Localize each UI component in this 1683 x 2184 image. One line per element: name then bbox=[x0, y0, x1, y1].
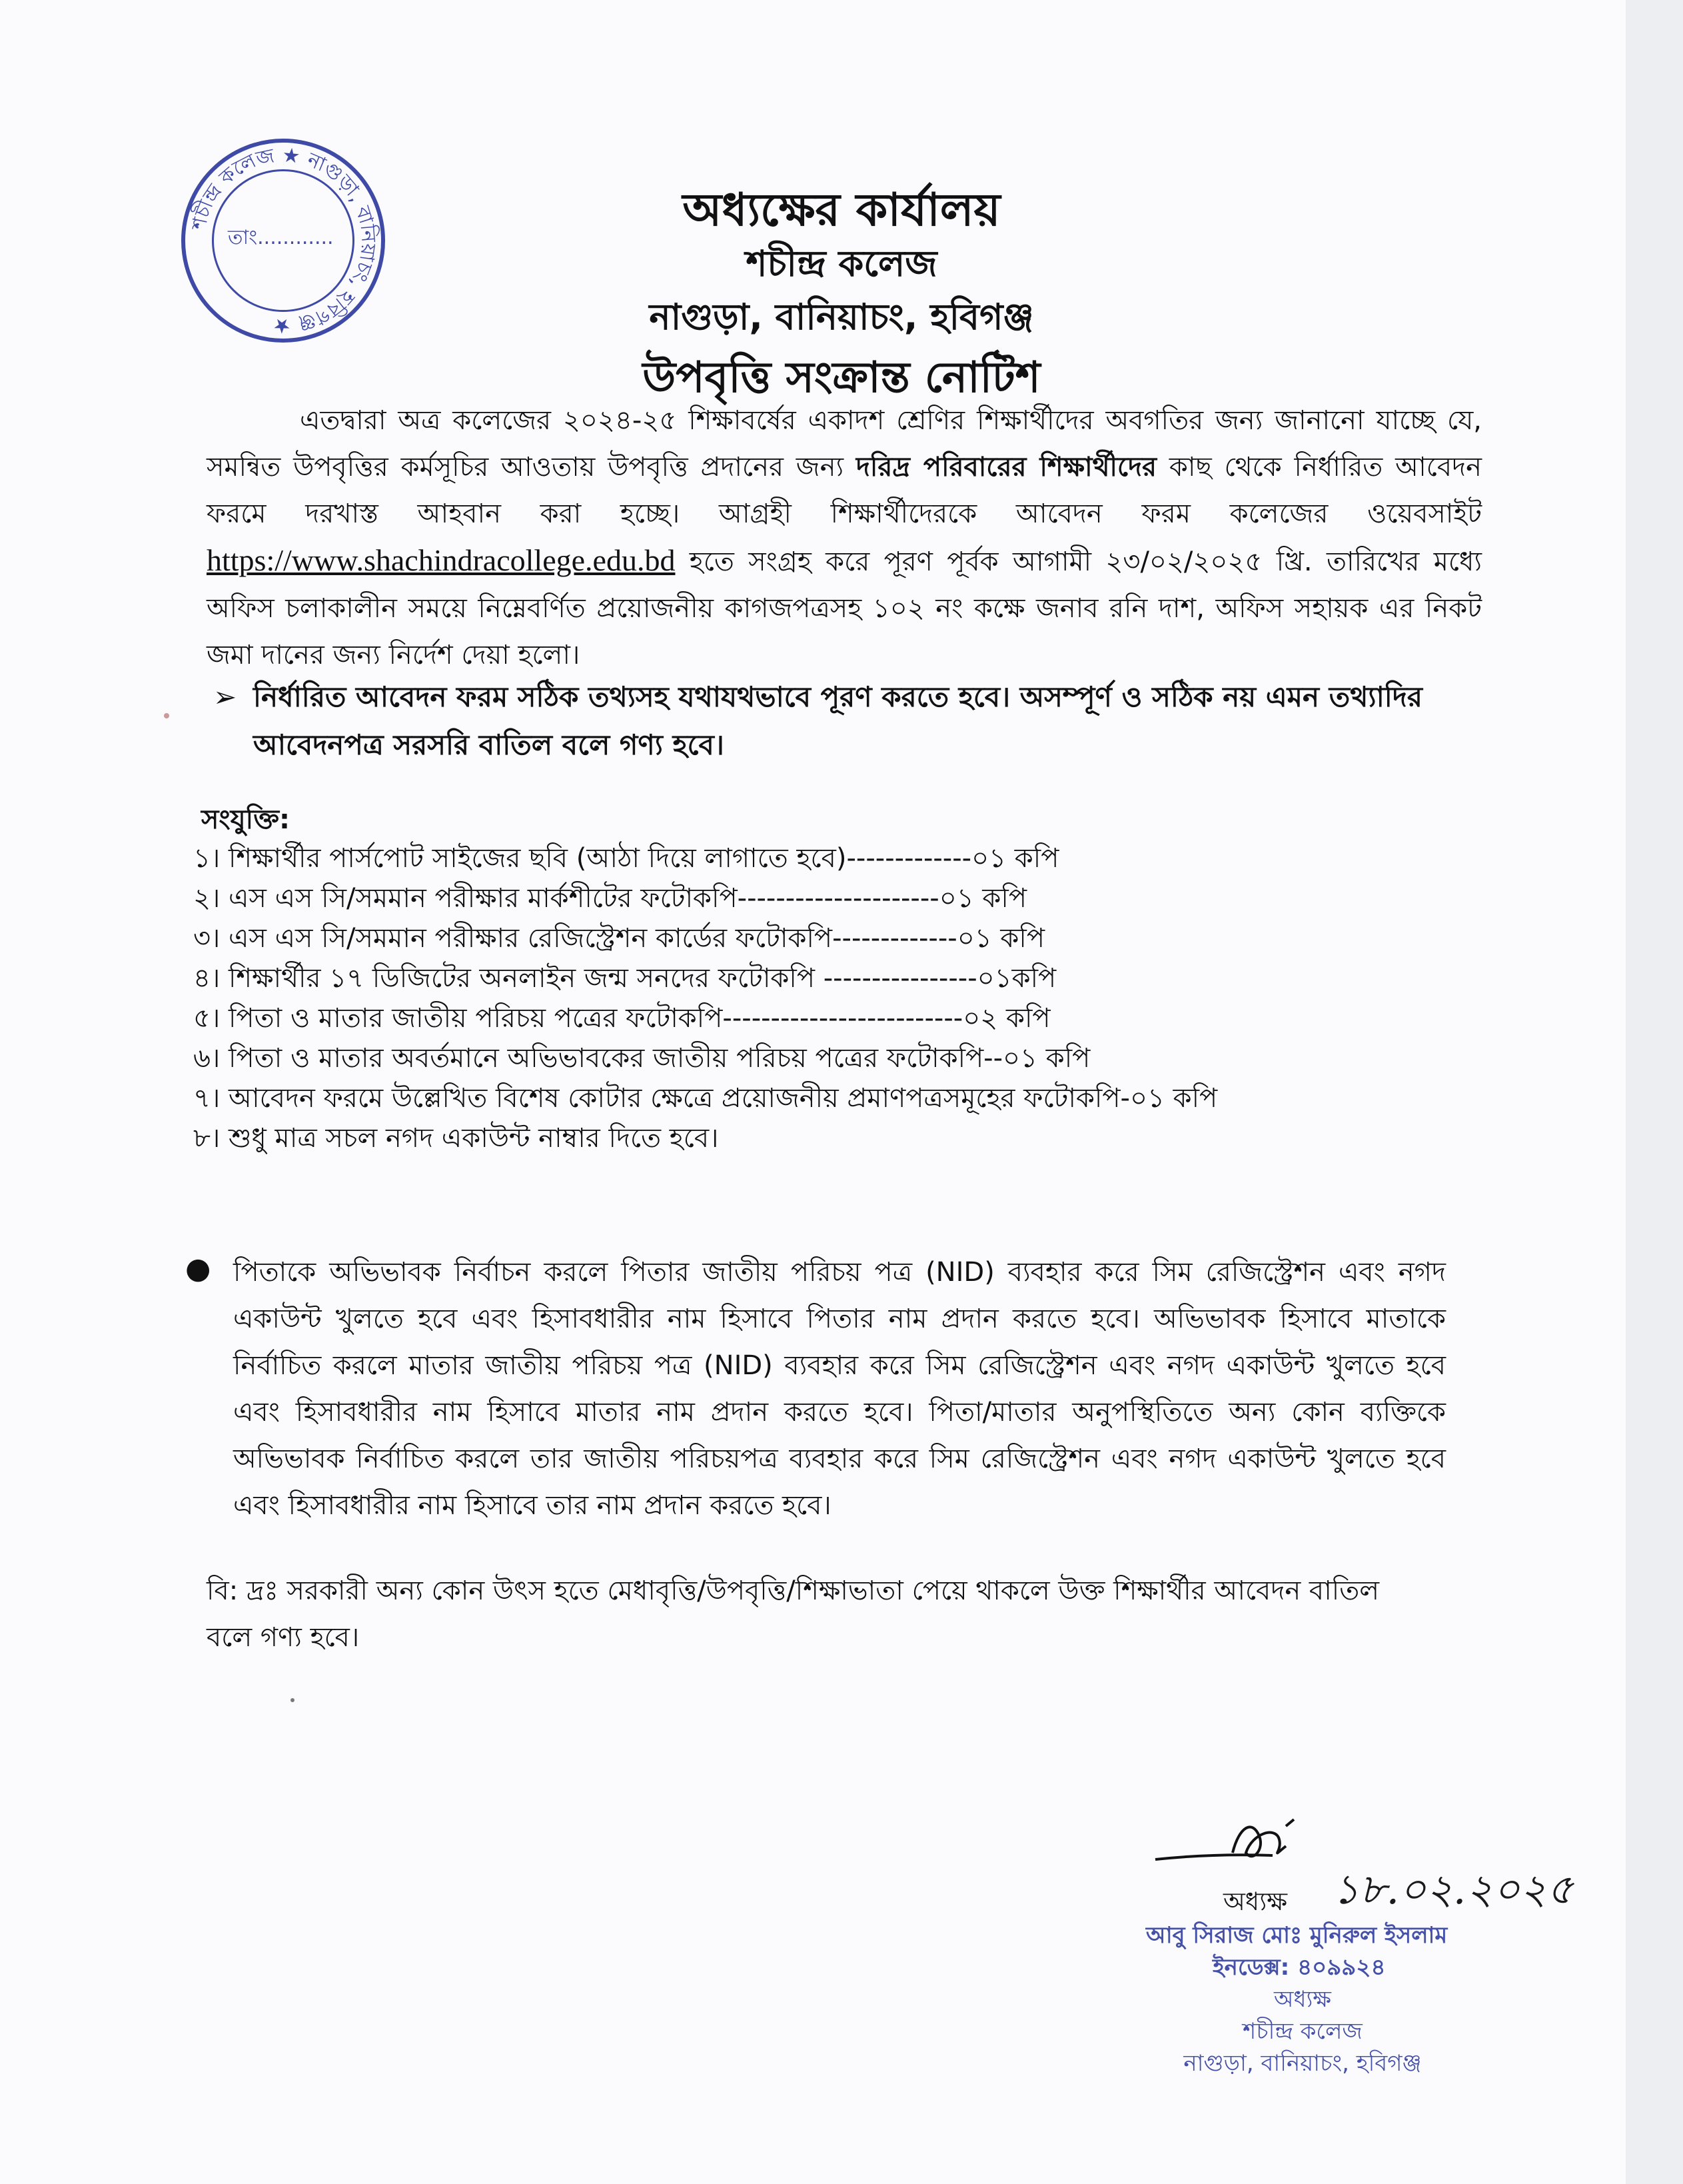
body-text-1: এতদ্বারা অত্র কলেজের ২০২৪-২৫ শিক্ষাবর্ষের একাদশ শ্রেণির শিক্ষার্থীদের অবগতির জন্য জানানো যাচ্ছে যে, সমন্বিত উপবৃত্তির কর্মসূচির আওতায় উপবৃত্তি প্রদানের জন্য bbox=[207, 405, 1482, 483]
scan-speck bbox=[290, 1698, 294, 1702]
list-item: ৫। পিতা ও মাতার জাতীয় পরিচয় পত্রের ফটোকপি-------------------------০২ কপি bbox=[193, 1003, 1051, 1034]
special-note: বি: দ্রঃ সরকারী অন্য কোন উৎস হতে মেধাবৃত্তি/উপবৃত্তি/শিক্ষাভাতা পেয়ে থাকলে উক্ত শিক্ষার্থীর আবেদন বাতিল বলে গণ্য হবে। bbox=[207, 1576, 1380, 1653]
handwritten-date: ১৮.০২.২০২৫ bbox=[1333, 1865, 1574, 1913]
stamp-date-label: তাং............ bbox=[228, 226, 334, 249]
list-item: ৭। আবেদন ফরমে উল্লেখিত বিশেষ কোটার ক্ষেত্রে প্রয়োজনীয় প্রমাণপত্রসমূহের ফটোকপি-০১ কপি bbox=[193, 1083, 1218, 1114]
arrow-note-text: নির্ধারিত আবেদন ফরম সঠিক তথ্যসহ যথাযথভাবে পূরণ করতে হবে। অসম্পূর্ণ ও সঠিক নয় এমন তথ্যাদির আবেদনপত্র সরসরি বাতিল বলে গণ্য হবে। bbox=[253, 680, 1422, 761]
arrow-bullet-icon: ➢ bbox=[213, 680, 237, 713]
list-item: ৩। এস এস সি/সমমান পরীক্ষার রেজিস্ট্রেশন কার্ডের ফটোকপি-------------০১ কপি bbox=[193, 923, 1045, 954]
college-name: শচীন্দ্র কলেজ bbox=[746, 243, 937, 285]
college-website-link[interactable]: https://www.shachindracollege.edu.bd bbox=[207, 543, 676, 577]
scan-speck bbox=[164, 713, 169, 718]
notice-title: উপবৃত্তি সংক্রান্ত নোটিশ bbox=[642, 353, 1041, 403]
seal-name: আবু সিরাজ মোঃ মুনিরুল ইসলাম bbox=[1146, 1922, 1448, 1949]
arrow-note bbox=[213, 673, 1483, 769]
list-item: ৮। শুধু মাত্র সচল নগদ একাউন্ট নাম্বার দিতে হবে। bbox=[193, 1123, 719, 1154]
body-text-3: হতে সংগ্রহ করে পূরণ পূর্বক আগামী ২৩/০২/২০২৫ খ্রি. তারিখের মধ্যে অফিস চলাকালীন সময়ে নিম্নেবর্ণিত প্রয়োজনীয় কাগজপত্রসহ ১০২ নং কক্ষে জনাব রনি দাশ, অফিস সহায়ক এর নিকট জমা দানের জন্য নির্দেশ দেয়া হলো। bbox=[207, 546, 1482, 670]
body-text-2: কাছ থেকে নির্ধারিত আবেদন ফরমে দরখাস্ত আহবান করা হচ্ছে। আগ্রহী শিক্ষার্থীদেরকে আবেদন ফরম কলেজের ওয়েবসাইট bbox=[207, 452, 1482, 529]
principal-signature bbox=[1153, 1799, 1353, 1886]
seal-designation: অধ্যক্ষ bbox=[1274, 1986, 1331, 2013]
list-item: ২। এস এস সি/সমমান পরীক্ষার মার্কশীটের ফটোকপি---------------------০১ কপি bbox=[193, 883, 1027, 914]
attachments-title: সংযুক্তি: bbox=[201, 804, 290, 835]
guardian-instructions: পিতাকে অভিভাবক নির্বাচন করলে পিতার জাতীয় পরিচয় পত্র (NID) ব্যবহার করে সিম রেজিস্ট্রেশন এবং নগদ একাউন্ট খুলতে হবে এবং হিসাবধারীর নাম হিসাবে পিতার নাম প্রদান করতে হবে। অভিভাবক হিসাবে মাতাকে নির্বাচিত করলে মাতার জাতীয় পরিচয় পত্র (NID) ব্যবহার করে সিম রেজিস্ট্রেশন এবং নগদ একাউন্ট খুলতে হবে এবং হিসাবধারীর নাম হিসাবে মাতার নাম প্রদান করতে হবে। পিতা/মাতার অনুপস্থিতিতে অন্য কোন ব্যক্তিকে অভিভাবক নির্বাচিত করলে তার জাতীয় পরিচয়পত্র ব্যবহার করে সিম রেজিস্ট্রেশন এবং নগদ একাউন্ট খুলতে হবে এবং হিসাবধারীর নাম হিসাবে তার নাম প্রদান করতে হবে। bbox=[233, 1257, 1446, 1521]
signature-title: অধ্যক্ষ bbox=[1223, 1887, 1288, 1916]
stamp-ring-label: শচীন্দ্র কলেজ ★ নাগুড়া, বানিয়াচং, হবিগঞ্জ ★ bbox=[187, 143, 380, 338]
seal-index: ইনডেক্স: ৪০৯৯২৪ bbox=[1213, 1954, 1386, 1981]
seal-college: শচীন্দ্র কলেজ bbox=[1243, 2018, 1363, 2045]
list-item: ৪। শিক্ষার্থীর ১৭ ডিজিটের অনলাইন জন্ম সনদের ফটোকপি ----------------০১কপি bbox=[193, 963, 1057, 994]
college-address: নাগুড়া, বানিয়াচং, হবিগঞ্জ bbox=[649, 296, 1034, 338]
list-item: ১। শিক্ষার্থীর পার্সপোট সাইজের ছবি (আঠা দিয়ে লাগাতে হবে)-------------০১ কপি bbox=[193, 843, 1059, 874]
notice-body-paragraph bbox=[207, 397, 1482, 678]
principal-name-seal bbox=[1106, 1919, 1499, 2079]
seal-address: নাগুড়া, বানিয়াচং, হবিগঞ্জ bbox=[1183, 2050, 1422, 2077]
list-item: ৬। পিতা ও মাতার অবর্তমানে অভিভাবকের জাতীয় পরিচয় পত্রের ফটোকপি--০১ কপি bbox=[193, 1043, 1091, 1074]
bullet-dot-icon: ● bbox=[185, 1252, 211, 1286]
office-heading: অধ্যক্ষের কার্যালয় bbox=[682, 184, 1001, 237]
attachments-list bbox=[193, 838, 1339, 1158]
body-bold-text: দরিদ্র পরিবারের শিক্ষার্থীদের bbox=[855, 452, 1157, 483]
